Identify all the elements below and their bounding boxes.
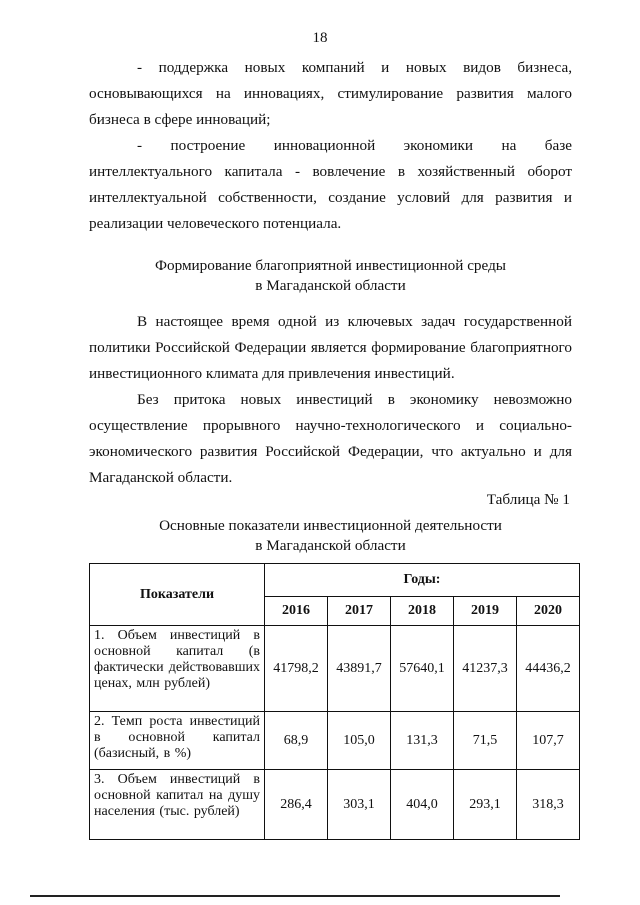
bottom-rule [30,895,560,897]
header-year: 2019 [454,597,517,626]
row-value: 131,3 [391,712,454,770]
table-label: Таблица № 1 [486,491,570,508]
row-value: 293,1 [454,770,517,840]
table-row [90,626,580,712]
header-indicators: Показатели [90,564,265,626]
table-header-row [90,564,580,597]
section-heading-line2: в Магаданской области [255,277,406,294]
table-row [90,712,580,770]
row-indicator: 1. Объем инвестиций в основной капитал (в фактически действовавших ценах, млн рублей) [90,626,265,712]
row-value: 404,0 [391,770,454,840]
row-value: 303,1 [328,770,391,840]
row-value: 41237,3 [454,626,517,712]
row-value: 286,4 [265,770,328,840]
row-value: 318,3 [517,770,580,840]
row-value: 41798,2 [265,626,328,712]
page-number: 18 [312,30,328,46]
row-value: 68,9 [265,712,328,770]
table-row [90,770,580,840]
row-value: 44436,2 [517,626,580,712]
row-value: 107,7 [517,712,580,770]
header-year: 2016 [265,597,328,626]
table-title [89,516,572,556]
row-value: 57640,1 [391,626,454,712]
section-heading-line1: Формирование благоприятной инвестиционной среды [154,257,506,274]
row-indicator: 2. Темп роста инвестиций в основной капитал (базисный, в %) [90,712,265,770]
table-title-line1: Основные показатели инвестиционной деятельности [159,517,502,534]
paragraph-investment-inflow: Без притока новых инвестиций в экономику невозможно осуществление прорывного научно-технологического и социально-экономического развития Российской Федерации, что актуально и для Магаданской области. [89,391,572,486]
row-value: 43891,7 [328,626,391,712]
header-year: 2020 [517,597,580,626]
row-value: 71,5 [454,712,517,770]
table-title-line2: в Магаданской области [255,537,406,554]
header-year: 2017 [328,597,391,626]
header-years: Годы: [265,564,580,597]
investment-indicators-table [89,563,580,840]
paragraph-business-support: - поддержка новых компаний и новых видов бизнеса, основывающихся на инновациях, стимулирование развития малого бизнеса в сфере инноваций; [89,59,572,128]
paragraph-innovation-economy: - построение инновационной экономики на базе интеллектуального капитала - вовлечение в хозяйственный оборот интеллектуальной собственности, создание условий для развития и реализации человеческого потенциала. [89,137,572,232]
section-heading [89,256,572,296]
row-value: 105,0 [328,712,391,770]
row-indicator: 3. Объем инвестиций в основной капитал на душу населения (тыс. рублей) [90,770,265,840]
header-year: 2018 [391,597,454,626]
paragraph-state-policy: В настоящее время одной из ключевых задач государственной политики Российской Федерации является формирование благоприятного инвестиционного климата для привлечения инвестиций. [89,313,572,382]
